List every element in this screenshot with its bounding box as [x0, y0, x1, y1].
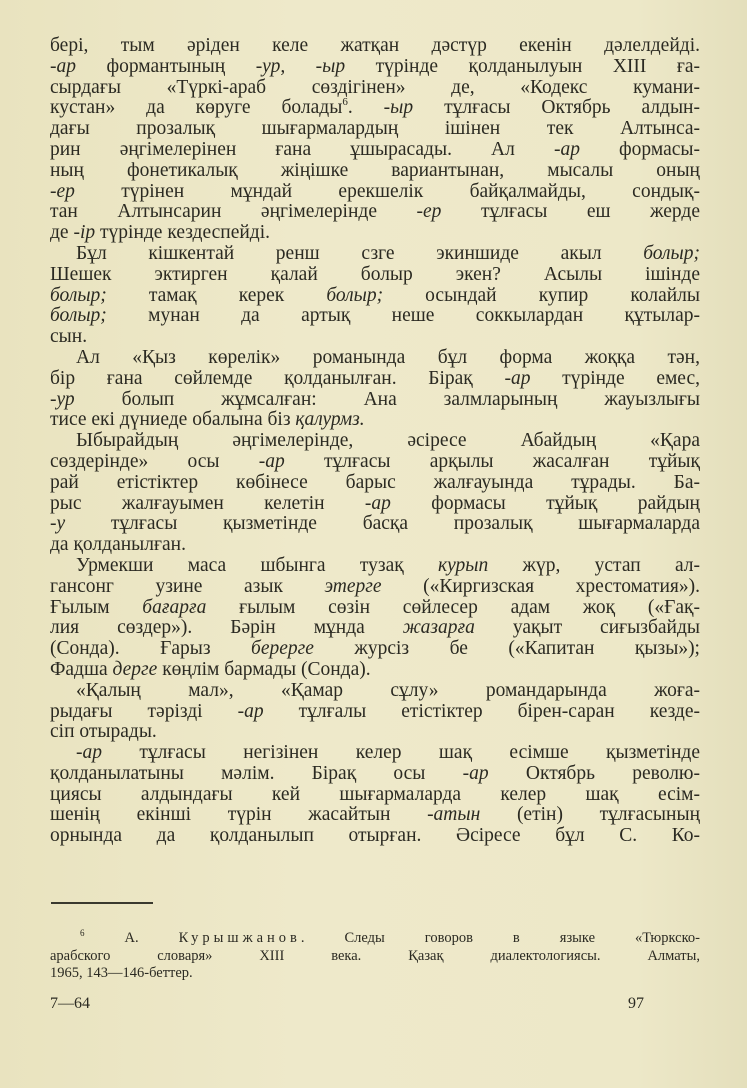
text-line	[50, 722, 700, 743]
text-line	[50, 702, 700, 723]
italic-run: бағарға	[142, 596, 207, 618]
text-run: рай етiстiктер көбiнесе барыс жалғауында тұрады. Ба-	[50, 471, 700, 493]
text-line	[50, 743, 700, 764]
text-run: сiп отырады.	[50, 721, 157, 743]
italic-run: -ер	[50, 180, 75, 202]
paragraph	[50, 556, 700, 681]
text-line	[50, 681, 700, 702]
text-line	[50, 390, 700, 411]
text-run: лия сөздер»). Бәрiн мұнда	[50, 617, 403, 639]
text-run: түрiнде қолданылуын XIII ға-	[345, 55, 701, 77]
text-line	[50, 639, 700, 660]
text-line	[50, 410, 700, 431]
text-line	[50, 660, 700, 681]
text-run: тұлғалы етiстiктер бiрен-саран кезде-	[263, 700, 701, 722]
text-run: Фадша	[50, 658, 113, 680]
text-run: Бұл кiшкентай ренш сзге экиншиде акыл	[76, 242, 644, 264]
italic-run: қалурмз.	[295, 409, 365, 431]
paragraph	[50, 36, 700, 244]
text-run: шенiң екiншi түрiн жасайтын	[50, 804, 428, 826]
text-line	[50, 473, 700, 494]
italic-run: болыр;	[50, 305, 107, 327]
text-line	[50, 202, 700, 223]
text-line	[50, 306, 700, 327]
paragraph	[50, 244, 700, 348]
text-line	[50, 78, 700, 99]
text-line	[50, 119, 700, 140]
text-run: түрiнде кездеспейдi.	[95, 222, 271, 244]
footnote-ref: 6	[342, 96, 348, 109]
text-run: тамақ керек	[106, 284, 327, 306]
text-run: («Киргизская хрестоматия»).	[381, 575, 700, 597]
italic-run: -ар	[504, 367, 531, 389]
main-text	[50, 36, 700, 847]
text-run: (етiн) тұлғасының	[480, 804, 701, 826]
text-run: «Қалың мал», «Қамар сұлу» романдарында жоға-	[76, 679, 700, 701]
text-run: (Сонда). Ғарыз	[50, 638, 252, 660]
text-run: болып жұмсалған: Ана залмларының жауызлығы	[74, 388, 700, 410]
text-run: гансонг узине азык	[50, 575, 325, 597]
text-run: Октябрь револю-	[488, 762, 700, 784]
text-run: тұлғасы арқылы жасалған тұйық	[284, 450, 700, 472]
italic-run: берерге	[251, 638, 314, 660]
text-run: циясы алдындағы кей шығармаларда келер шақ есiм-	[50, 783, 700, 805]
text-run: жүр, устап ал-	[488, 554, 700, 576]
italic-run: -iр	[73, 222, 96, 244]
italic-run: -ар	[50, 55, 76, 77]
italic-run: -ар	[462, 762, 489, 784]
text-run: мунан да артық неше соккылардан құтылар-	[106, 305, 700, 327]
text-run: Ал «Қыз көрелiк» романында бұл форма жоққа тән,	[76, 346, 700, 368]
italic-run: -ар	[258, 450, 285, 472]
text-line	[50, 948, 700, 966]
italic-run: болыр;	[50, 284, 107, 306]
text-run: журсiз бе («Капитан қызы»);	[313, 638, 700, 660]
text-line	[50, 535, 700, 556]
text-run: орнында да қолданылып отырған. Әсiресе бұл С. Ко-	[50, 825, 700, 847]
text-run: 1965, 143—146-беттер.	[50, 965, 193, 981]
text-line	[50, 244, 700, 265]
text-run: уақыт сиғызбайды	[474, 617, 700, 639]
italic-run: -атын	[427, 804, 481, 826]
footnote	[50, 930, 700, 983]
text-run: Шешек эктирген қалай болыр экен? Асылы iшiнде	[50, 263, 700, 285]
text-run: бiр ғана сөйлемде қолданылған. Бiрақ	[50, 367, 505, 389]
italic-run: -ар	[553, 138, 580, 160]
text-line	[50, 223, 700, 244]
text-run: сын.	[50, 326, 88, 348]
text-run: .	[347, 97, 384, 119]
text-line	[50, 452, 700, 473]
text-run: Ғылым	[50, 596, 143, 618]
text-line	[50, 140, 700, 161]
text-line	[50, 98, 700, 119]
italic-run: этерге	[324, 575, 382, 597]
paragraph	[50, 348, 700, 431]
text-line	[50, 369, 700, 390]
text-line	[50, 514, 700, 535]
italic-run: курып	[438, 554, 489, 576]
italic-run: жазарға	[402, 617, 475, 639]
italic-run: -ыр	[383, 97, 414, 119]
italic-run: болыр;	[643, 242, 700, 264]
text-line	[50, 348, 700, 369]
text-line	[50, 618, 700, 639]
text-line	[50, 494, 700, 515]
text-run: тұлғасы қызметiнде басқа прозалық шығармаларда	[65, 513, 700, 535]
text-run: кустан» да көруге болады	[50, 97, 343, 119]
paragraph	[50, 743, 700, 847]
text-run: ғылым сөзiн сөйлесер адам жоқ («Ғақ-	[206, 596, 700, 618]
text-run: тұлғасы Октябрь алдын-	[413, 97, 700, 119]
text-line	[50, 327, 700, 348]
text-run: формантының	[76, 55, 256, 77]
printer-signature: 7—64	[50, 995, 90, 1012]
text-line	[50, 161, 700, 182]
text-run: А.	[84, 930, 179, 946]
text-run: көңлiм бармады (Сонда).	[157, 658, 371, 680]
footnote-marker: 6	[80, 928, 85, 938]
text-line	[50, 556, 700, 577]
text-run: түрiнен мұндай ерекшелiк байқалмайды, сондық-	[74, 180, 700, 202]
italic-run: -у	[50, 513, 66, 535]
text-line	[50, 182, 700, 203]
paragraph	[50, 681, 700, 743]
text-line	[50, 598, 700, 619]
text-line	[50, 930, 700, 948]
italic-run: -ур	[50, 388, 75, 410]
text-run: де	[50, 222, 74, 244]
italic-run: -ар	[364, 492, 391, 514]
text-run: осындай купир колайлы	[383, 284, 700, 306]
text-run: түрiнде емес,	[530, 367, 700, 389]
text-line	[50, 577, 700, 598]
text-line	[50, 764, 700, 785]
italic-run: -ар	[237, 700, 264, 722]
text-run: ның фонетикалық жiңiшке вариантынан, мысалы оның	[50, 159, 700, 181]
text-run: да қолданылған.	[50, 534, 186, 556]
italic-run: -ур, -ыр	[255, 55, 346, 77]
text-run: берi, тым әрiден келе жатқан дәстүр екенiн дәлелдейдi.	[50, 35, 700, 56]
text-line	[50, 431, 700, 452]
text-line	[50, 265, 700, 286]
text-run: рин әңгiмелерiнен ғана ұшырасады. Ал	[50, 138, 554, 160]
text-line	[50, 965, 700, 983]
text-line	[50, 57, 700, 78]
text-run: тисе екi дүниеде обалына бiз	[50, 409, 296, 431]
text-run: тұлғасы еш жерде	[441, 201, 700, 223]
text-run: формасы тұйық райдың	[390, 492, 700, 514]
text-run: формасы-	[579, 138, 700, 160]
footnote-divider	[51, 902, 153, 904]
text-line	[50, 286, 700, 307]
italic-run: -ер	[416, 201, 442, 223]
author-name: Курышжанов	[178, 930, 301, 946]
italic-run: -ар	[76, 742, 102, 764]
text-run: тан Алтынсарин әңгiмелерiнде	[50, 201, 417, 223]
text-run: қолданылатыны мәлiм. Бiрақ осы	[50, 762, 463, 784]
text-run: сөздерiнде» осы	[50, 450, 259, 472]
text-run: Урмекши маса шбынга тузақ	[76, 554, 438, 576]
text-line	[50, 785, 700, 806]
text-line	[50, 36, 700, 57]
text-run: дағы прозалық шығармалардың iшiнен тек Алтынса-	[50, 118, 700, 140]
text-line	[50, 826, 700, 847]
paragraph	[50, 431, 700, 556]
text-run: тұлғасы негiзiнен келер шақ есiмше қызметiнде	[102, 742, 700, 764]
italic-run: болыр;	[326, 284, 384, 306]
page-number: 97	[628, 995, 644, 1012]
text-run: арабского словаря» XIII века. Қазақ диалектологиясы. Алматы,	[50, 947, 700, 964]
text-run: рыдағы тәрiздi	[50, 700, 238, 722]
text-run: сырдағы «Түркi-араб сөздiгiнен» де, «Кодекс кумани-	[50, 76, 700, 98]
italic-run: дерге	[112, 658, 158, 680]
text-run: рыс жалғауымен келетiн	[50, 492, 365, 514]
text-run: . Следы говоров в языке «Тюркско-	[300, 930, 700, 946]
text-line	[50, 805, 700, 826]
text-run: Ыбырайдың әңгiмелерiнде, әсiресе Абайдың «Қара	[76, 430, 700, 452]
